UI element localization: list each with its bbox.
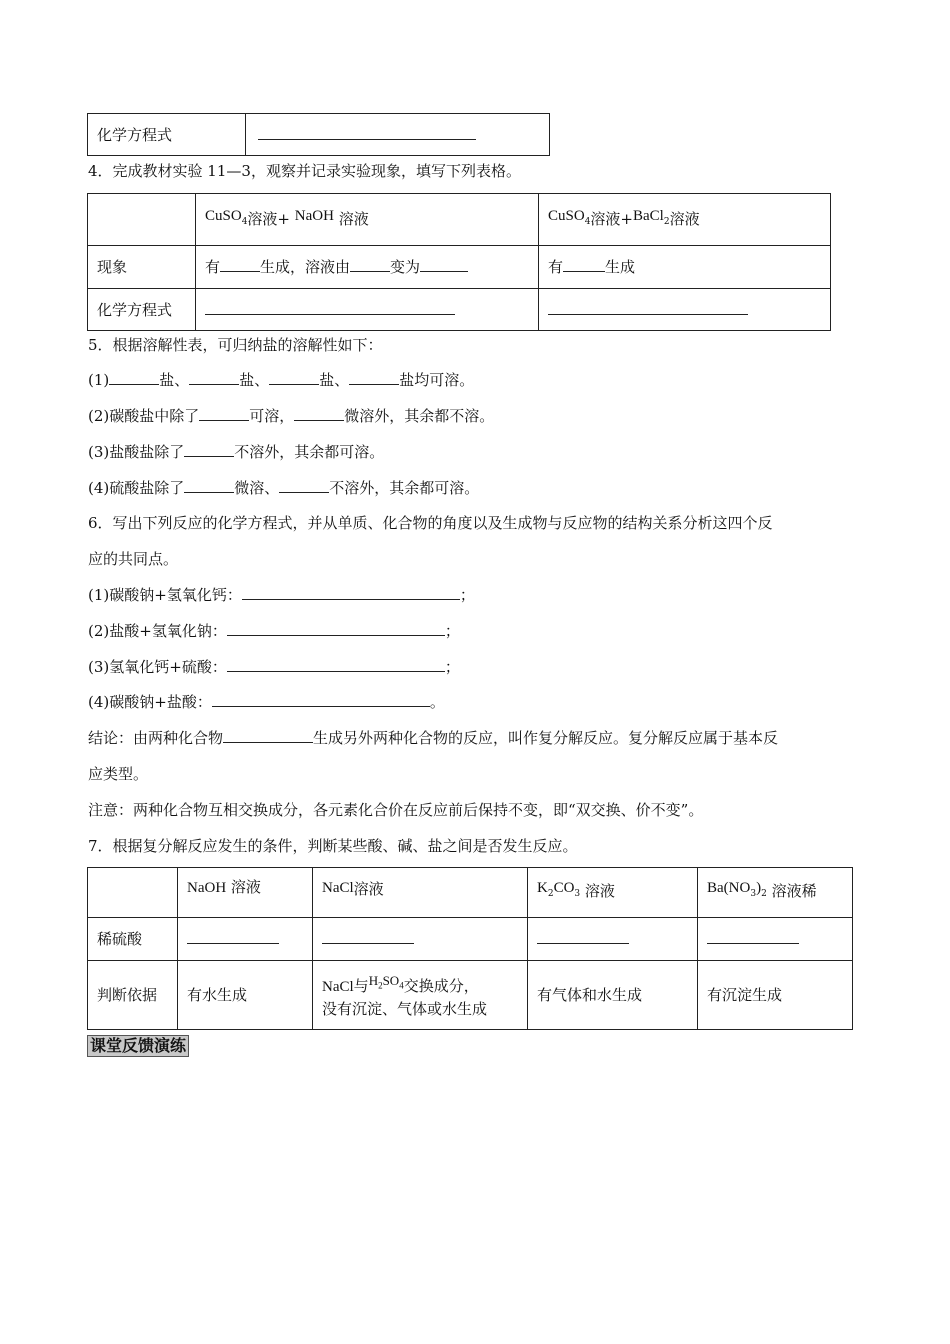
answer-blank[interactable] xyxy=(258,125,476,140)
phenomenon-label: 现象 xyxy=(88,246,196,289)
answer-blank[interactable] xyxy=(109,370,159,385)
equation-label: 化学方程式 xyxy=(88,114,246,156)
basis-nacl: NaCl与$^{H_2SO_4}$交换成分， 没有沉淀、气体或水生成 xyxy=(313,961,528,1030)
equation-label: 化学方程式 xyxy=(88,289,196,331)
conclusion-text: 结论：由两种化合物 生成另外两种化合物的反应，叫作复分解反应。复分解反应属于基本反 xyxy=(88,729,779,747)
equation-table-top xyxy=(87,113,550,156)
answer-blank[interactable] xyxy=(537,929,629,944)
header-cuso4-naoh: CuSO$_4$溶液+ NaOH 溶液 xyxy=(196,194,539,246)
header-naoh: NaOH 溶液 xyxy=(178,868,313,918)
answer-cell[interactable] xyxy=(528,918,698,961)
answer-blank[interactable] xyxy=(279,478,329,493)
phenomenon-naoh-cell[interactable]: 有 生成，溶液由 变为 xyxy=(196,246,539,289)
answer-blank[interactable] xyxy=(420,257,468,272)
q5-item-4: (4)硫酸盐除了 微溶、 不溶外，其余都可溶。 xyxy=(88,479,480,497)
question-5-intro: 5．根据溶解性表，可归纳盐的溶解性如下： xyxy=(88,336,383,354)
question-6-intro-cont: 应的共同点。 xyxy=(88,550,179,568)
answer-blank[interactable] xyxy=(350,257,390,272)
question-7-intro: 7．根据复分解反应发生的条件，判断某些酸、碱、盐之间是否发生反应。 xyxy=(88,837,578,855)
phenomenon-bacl2-cell[interactable]: 有 生成 xyxy=(539,246,831,289)
note-text: 注意：两种化合物互相交换成分，各元素化合价在反应前后保持不变，即“双交换、价不变”。 xyxy=(88,801,704,819)
answer-blank[interactable] xyxy=(294,406,344,421)
experiment-table xyxy=(87,193,831,331)
q6-item-2: (2)盐酸+氢氧化钠： ； xyxy=(88,622,460,640)
answer-cell[interactable] xyxy=(178,918,313,961)
answer-cell[interactable] xyxy=(698,918,853,961)
dilute-sulfuric-acid-label: 稀硫酸 xyxy=(88,918,178,961)
q6-item-4: (4)碳酸钠+盐酸： 。 xyxy=(88,693,445,711)
answer-blank[interactable] xyxy=(322,929,414,944)
header-cuso4-bacl2: CuSO$_4$溶液+BaCl$_2$溶液 xyxy=(539,194,831,246)
judgment-basis-label: 判断依据 xyxy=(88,961,178,1030)
answer-blank[interactable] xyxy=(349,370,399,385)
answer-blank[interactable] xyxy=(184,442,234,457)
empty-corner-cell xyxy=(88,868,178,918)
section-heading: 课堂反馈演练 xyxy=(87,1035,189,1057)
answer-blank[interactable] xyxy=(205,300,455,315)
answer-blank[interactable] xyxy=(189,370,239,385)
conclusion-text-cont: 应类型。 xyxy=(88,765,149,783)
q5-item-1: (1) 盐、 盐、 盐、 盐均可溶。 xyxy=(88,371,475,389)
header-k2co3: $K_2CO_3$ 溶液 xyxy=(528,868,698,918)
answer-blank[interactable] xyxy=(242,585,460,600)
question-4-text: 4．完成教材实验 11—3，观察并记录实验现象，填写下列表格。 xyxy=(88,162,521,180)
q6-item-1: (1)碳酸钠+氢氧化钙： ； xyxy=(88,586,475,604)
header-ba-no3-2: $Ba(NO_3)_2$ 溶液稀 xyxy=(698,868,853,918)
answer-blank[interactable] xyxy=(220,257,260,272)
q5-item-2: (2)碳酸盐中除了 可溶， 微溶外，其余都不溶。 xyxy=(88,407,495,425)
answer-blank[interactable] xyxy=(563,257,605,272)
answer-blank[interactable] xyxy=(548,300,748,315)
answer-blank[interactable] xyxy=(184,478,234,493)
answer-blank[interactable] xyxy=(227,621,445,636)
answer-blank[interactable] xyxy=(707,929,799,944)
basis-ba-no3-2: 有沉淀生成 xyxy=(698,961,853,1030)
answer-cell[interactable] xyxy=(313,918,528,961)
answer-blank[interactable] xyxy=(187,929,279,944)
empty-corner-cell xyxy=(88,194,196,246)
header-nacl: NaCl溶液 xyxy=(313,868,528,918)
q6-item-3: (3)氢氧化钙+硫酸： ； xyxy=(88,658,460,676)
answer-blank[interactable] xyxy=(227,657,445,672)
equation-naoh-cell[interactable] xyxy=(196,289,539,331)
equation-bacl2-cell[interactable] xyxy=(539,289,831,331)
reaction-judgment-table xyxy=(87,867,853,1030)
question-6-intro: 6．写出下列反应的化学方程式，并从单质、化合物的角度以及生成物与反应物的结构关系分析这四个反 xyxy=(88,514,773,532)
answer-blank[interactable] xyxy=(269,370,319,385)
basis-k2co3: 有气体和水生成 xyxy=(528,961,698,1030)
answer-blank[interactable] xyxy=(199,406,249,421)
basis-naoh: 有水生成 xyxy=(178,961,313,1030)
equation-answer-cell[interactable] xyxy=(246,114,550,156)
q5-item-3: (3)盐酸盐除了 不溶外，其余都可溶。 xyxy=(88,443,385,461)
answer-blank[interactable] xyxy=(223,728,313,743)
answer-blank[interactable] xyxy=(212,692,430,707)
